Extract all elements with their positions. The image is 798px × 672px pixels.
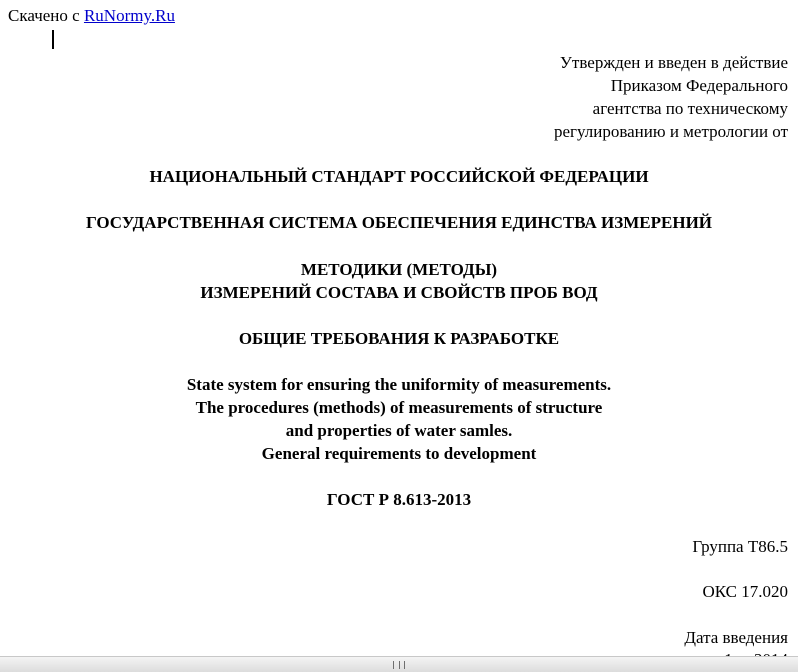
intro-date-label: Дата введения bbox=[684, 628, 788, 647]
scrollbar-grip-icon[interactable] bbox=[393, 661, 405, 669]
approval-line: Утвержден и введен в действие bbox=[559, 53, 788, 72]
oks-label: ОКС 17.020 bbox=[702, 582, 788, 601]
horizontal-scrollbar[interactable] bbox=[0, 656, 798, 672]
english-title-line: State system for ensuring the uniformity of measurements. bbox=[186, 375, 612, 394]
runormy-link[interactable]: RuNormy.Ru bbox=[83, 6, 175, 25]
methods-heading-line: МЕТОДИКИ (МЕТОДЫ) bbox=[300, 260, 498, 279]
approval-line: Приказом Федерального bbox=[610, 76, 788, 95]
source-prefix: Скачено с bbox=[8, 6, 84, 25]
methods-heading-line: ИЗМЕРЕНИЙ СОСТАВА И СВОЙСТВ ПРОБ ВОД bbox=[200, 283, 598, 302]
english-title-line: The procedures (methods) of measurements of structure bbox=[195, 398, 603, 417]
english-title bbox=[0, 373, 798, 465]
national-standard-heading: НАЦИОНАЛЬНЫЙ СТАНДАРТ РОССИЙСКОЙ ФЕДЕРАЦИИ bbox=[149, 167, 649, 186]
approval-line: агентства по техническому bbox=[592, 99, 788, 118]
text-cursor bbox=[52, 30, 54, 49]
methods-heading bbox=[0, 258, 798, 304]
state-system-heading: ГОСУДАРСТВЕННАЯ СИСТЕМА ОБЕСПЕЧЕНИЯ ЕДИНСТВА ИЗМЕРЕНИЙ bbox=[85, 213, 713, 232]
english-title-line: and properties of water samles. bbox=[285, 421, 513, 440]
source-line bbox=[8, 6, 175, 26]
general-requirements-heading: ОБЩИЕ ТРЕБОВАНИЯ К РАЗРАБОТКЕ bbox=[238, 329, 560, 348]
gost-number: ГОСТ Р 8.613-2013 bbox=[326, 490, 472, 509]
english-title-line: General requirements to development bbox=[261, 444, 537, 463]
approval-line: регулированию и метрологии от bbox=[553, 122, 788, 141]
group-label: Группа Т86.5 bbox=[692, 537, 788, 556]
approval-block bbox=[554, 51, 788, 143]
